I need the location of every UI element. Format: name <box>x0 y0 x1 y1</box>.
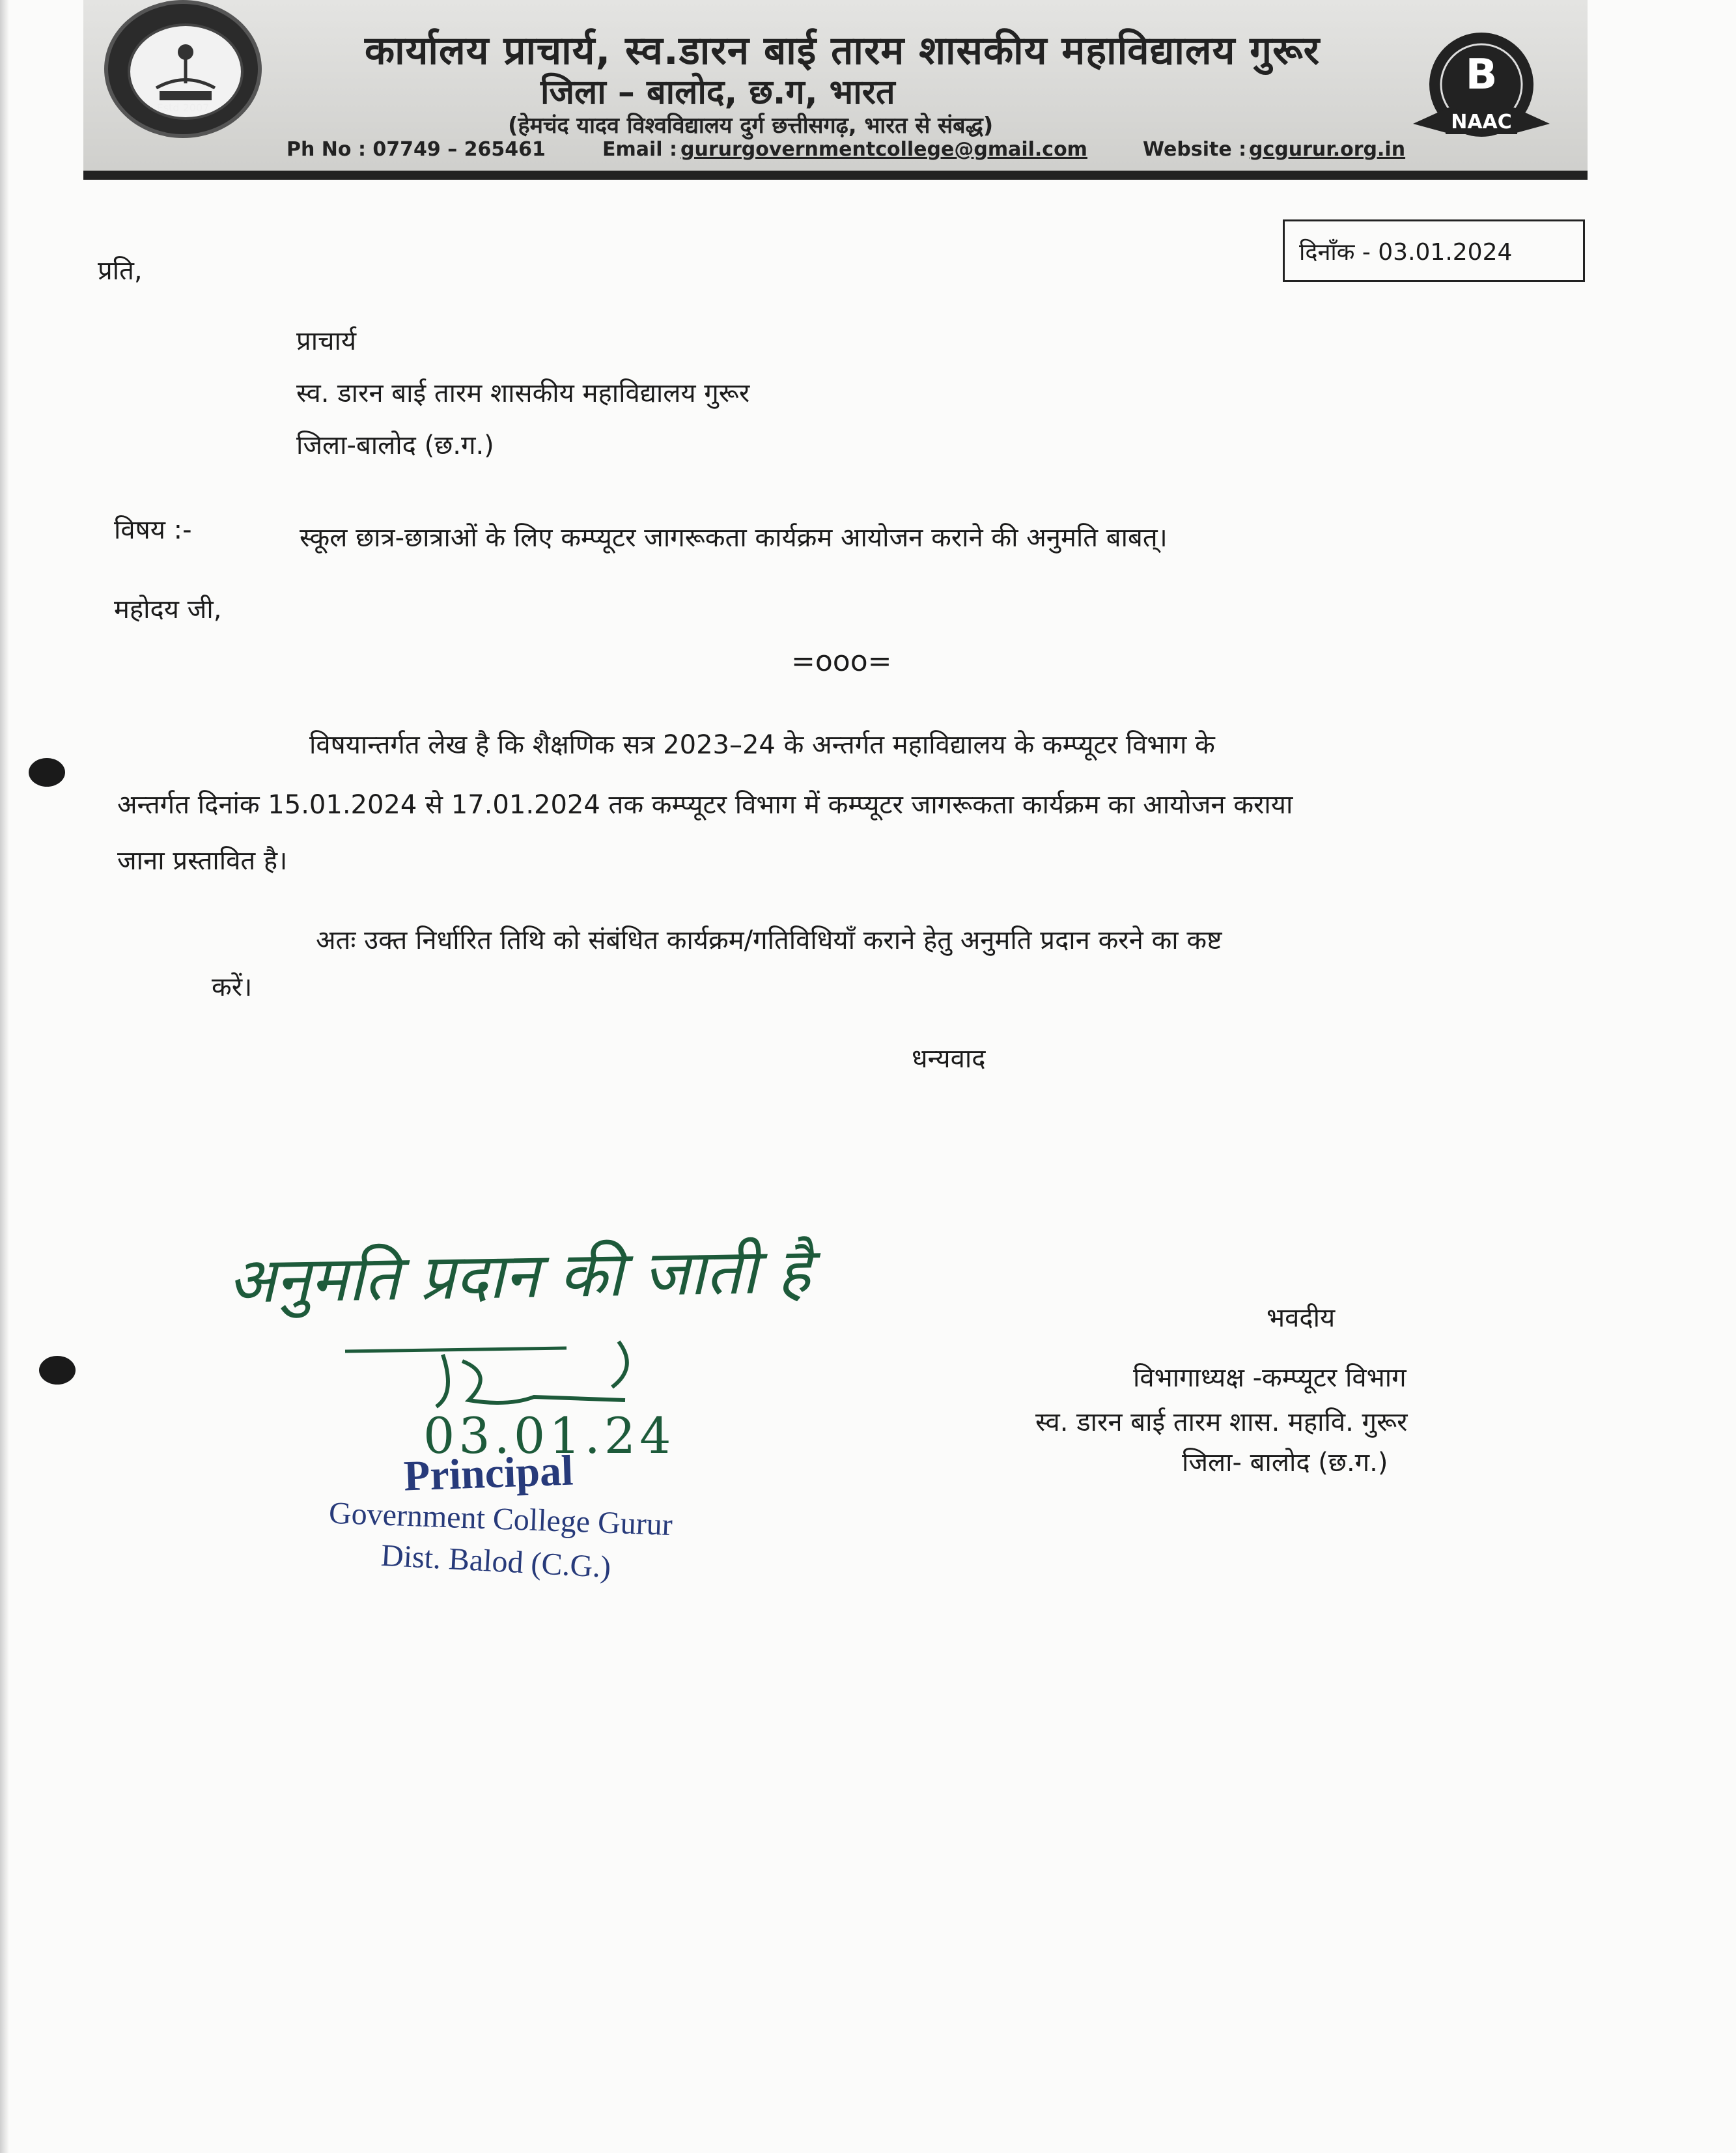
handwritten-date: 03.01.24 <box>423 1407 675 1465</box>
stamp-principal-title: Principal <box>402 1446 574 1500</box>
sender-line-3: जिला- बालोद (छ.ग.) <box>1182 1448 1388 1478</box>
salutation-to: प्रति, <box>98 256 143 286</box>
college-logo <box>104 0 262 138</box>
letterhead-office-title: कार्यालय प्राचार्य, स्व.डारन बाई तारम शासकीय महाविद्यालय गुरूर <box>365 28 1321 74</box>
letterhead-phone: Ph No : 07749 – 265461 <box>287 138 546 161</box>
para1-line-2: अन्तर्गत दिनांक 15.01.2024 से 17.01.2024 तक कम्प्यूटर विभाग में कम्प्यूटर जागरूकता कार्यक्रम का आयोजन कराया <box>117 790 1293 820</box>
punch-hole-bottom <box>39 1356 76 1385</box>
punch-hole-top <box>29 758 65 787</box>
subject-text: स्कूल छात्र-छात्राओं के लिए कम्प्यूटर जागरूकता कार्यक्रम आयोजन कराने की अनुमति बाबत्। <box>300 523 1168 553</box>
date-box: दिनाँक - 03.01.2024 <box>1283 219 1585 282</box>
para1-line-1: विषयान्तर्गत लेख है कि शैक्षणिक सत्र 2023–24 के अन्तर्गत महाविद्यालय के कम्प्यूटर विभाग के <box>309 730 1215 760</box>
letterhead-email[interactable]: gururgovernmentcollege@gmail.com <box>680 138 1087 161</box>
recipient-line-2: स्व. डारन बाई तारम शासकीय महाविद्यालय गुरूर <box>296 378 750 408</box>
subject-label: विषय :- <box>114 515 192 545</box>
thanks: धन्यवाद <box>912 1044 986 1074</box>
para2-line-2: करें। <box>212 972 253 1002</box>
stamp-college-line: Government College Gurur <box>328 1495 673 1543</box>
sender-line-1: विभागाध्यक्ष -कम्प्यूटर विभाग <box>1133 1363 1407 1393</box>
page-edge-shadow <box>0 0 9 2153</box>
stamp-district-line: Dist. Balod (C.G.) <box>380 1538 612 1585</box>
letterhead-email-label: Email : <box>602 138 678 161</box>
greeting: महोदय जी, <box>114 595 222 625</box>
letterhead-website-label: Website : <box>1143 138 1247 161</box>
naac-grade: B <box>1465 51 1498 99</box>
naac-label: NAAC <box>1451 111 1512 134</box>
letterhead-district: जिला – बालोद, छ.ग, भारत <box>540 73 895 112</box>
para1-line-3: जाना प्रस्तावित है। <box>117 846 288 876</box>
letterhead-rule <box>83 171 1588 180</box>
logo-estd-text: Estd 2007 <box>156 102 210 114</box>
recipient-line-3: जिला-बालोद (छ.ग.) <box>296 430 494 460</box>
recipient-line-1: प्राचार्य <box>296 326 357 356</box>
naac-seal <box>1400 26 1563 156</box>
sender-closing: भवदीय <box>1267 1303 1336 1333</box>
para2-line-1: अतः उक्त निर्धारित तिथि को संबंधित कार्यक्रम/गतिविधियाँ कराने हेतु अनुमति प्रदान करने का कष्ट <box>316 925 1222 955</box>
sender-line-2: स्व. डारन बाई तारम शास. महावि. गुरूर <box>1035 1407 1408 1437</box>
letterhead-affiliation: (हेमचंद यादव विश्वविद्यालय दुर्ग छत्तीसगढ़, भारत से संबद्ध) <box>508 113 994 139</box>
divider: =ooo= <box>791 645 892 678</box>
letterhead-website[interactable]: gcgurur.org.in <box>1249 138 1406 161</box>
handwritten-approval-note: अनुमति प्रदान की जाती है <box>227 1234 811 1317</box>
